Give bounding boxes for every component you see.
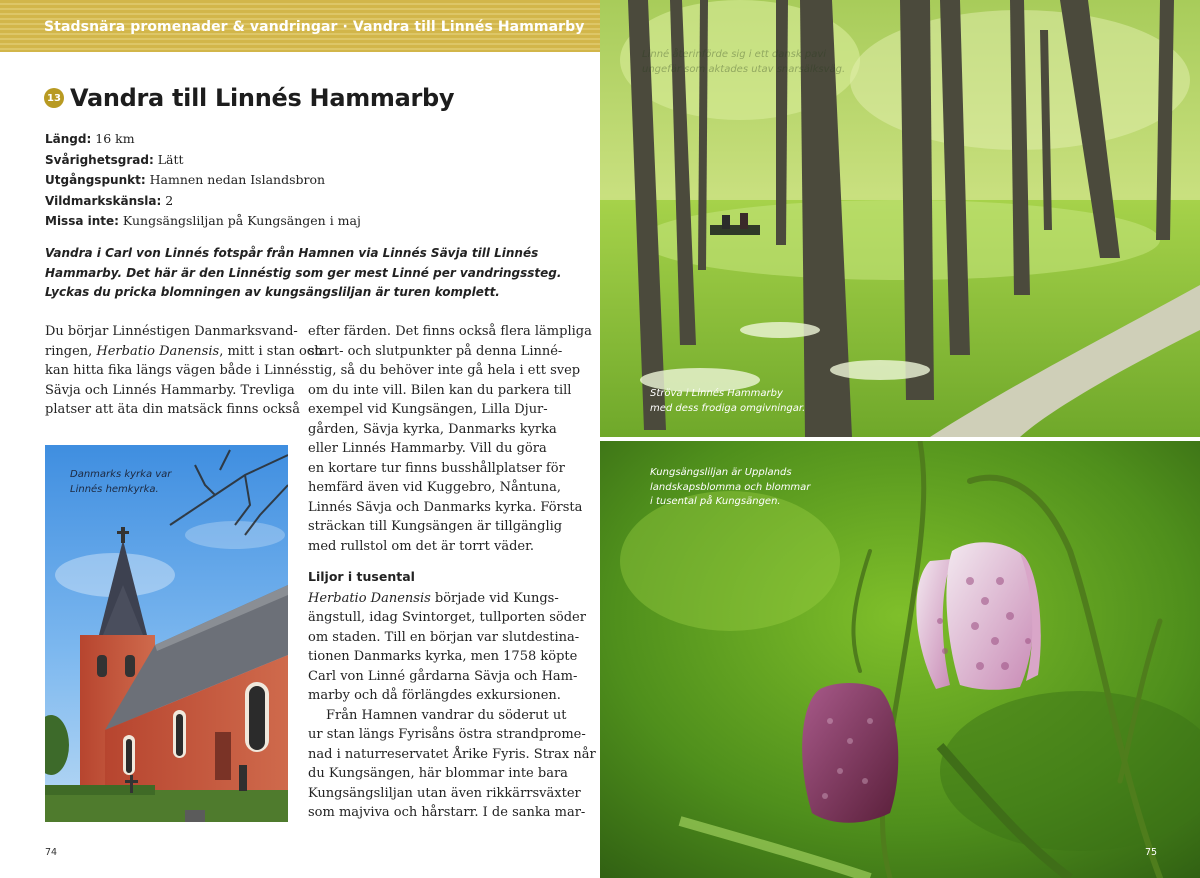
body-line: Linnés Sävja och Danmarks kyrka. Första xyxy=(308,499,583,515)
body-line: Kungsängsliljan utan även rikkärrsväxter xyxy=(308,785,581,801)
body-line: med rullstol om det är torrt väder. xyxy=(308,538,535,554)
body-line: ängstull, idag Svintorget, tullporten söder xyxy=(308,610,586,625)
body-line: ur stan längs Fyrisåns östra strandprome- xyxy=(308,727,586,742)
body-line: start- och slutpunkter på denna Linné- xyxy=(308,343,563,359)
forest-caption xyxy=(650,387,805,416)
faint-line: ungefär som aktades utav snarsälksväg. xyxy=(642,63,846,75)
faint-line: Linné återinförde sig i ett dansk pavi xyxy=(642,49,827,60)
intro-line: Lyckas du pricka blomningen av kungsängsliljan är turen komplett. xyxy=(45,285,500,299)
body-line: hemfärd även vid Kuggebro, Nåntuna, xyxy=(308,480,561,495)
caption-line: Kungsängsliljan är Upplands xyxy=(650,467,792,478)
fact-label: Missa inte: xyxy=(45,214,119,228)
latin-term: Herbatio Danensis xyxy=(96,343,220,359)
body-line: Carl von Linné gårdarna Sävja och Ham- xyxy=(308,668,578,684)
body-line: platser att äta din matsäck finns också xyxy=(45,402,300,417)
title-row xyxy=(44,84,454,112)
body-line xyxy=(308,589,559,609)
body-line: Från Hamnen vandrar du söderut ut xyxy=(326,707,567,723)
fact-value: Lätt xyxy=(153,151,184,167)
caption-line: med dess frodiga omgivningar. xyxy=(650,402,806,414)
flower-photo xyxy=(600,441,1200,878)
body-line: Sävja och Linnés Hammarby. Trevliga xyxy=(45,382,295,398)
forest-photo xyxy=(600,0,1200,437)
faint-overlay-text xyxy=(642,48,845,77)
fact-label: Utgångspunkt: xyxy=(45,173,146,187)
body-line: eller Linnés Hammarby. Vill du göra xyxy=(308,441,547,456)
intro-paragraph xyxy=(45,244,565,303)
body-line: efter färden. Det finns också flera lämpliga xyxy=(308,324,592,339)
fact-wilderness xyxy=(45,191,361,212)
body-line: marby och då förlängdes exkursionen. xyxy=(308,688,561,703)
route-facts xyxy=(45,129,361,232)
body-line: sträckan till Kungsängen är tillgänglig xyxy=(308,519,563,534)
intro-line: Vandra i Carl von Linnés fotspår från Hamnen via Linnés Sävja till Linnés xyxy=(45,246,539,260)
page-number-left: 74 xyxy=(45,847,58,858)
church-illustration xyxy=(45,445,288,822)
body-column-right xyxy=(308,322,596,823)
caption-line: i tusental på Kungsängen. xyxy=(650,496,781,507)
page-number-right: 75 xyxy=(1145,847,1158,858)
caption-line: Linnés hemkyrka. xyxy=(70,483,159,495)
text-run: , mitt i stan och xyxy=(219,343,323,359)
body-line: Du börjar Linnéstigen Danmarksvand- xyxy=(45,324,298,339)
caption-line: Danmarks kyrka var xyxy=(70,469,172,480)
body-column-left xyxy=(45,322,323,420)
fact-label: Svårighetsgrad: xyxy=(45,152,154,167)
fact-start-point xyxy=(45,170,361,191)
text-run: började vid Kungs- xyxy=(430,590,559,606)
body-line: om du inte vill. Bilen kan du parkera till xyxy=(308,382,572,398)
latin-term: Herbatio Danensis xyxy=(308,590,431,606)
page-title: Vandra till Linnés Hammarby xyxy=(70,84,455,112)
fact-label: Vildmarkskänsla: xyxy=(45,193,162,208)
caption-line: Ströva i Linnés Hammarby xyxy=(650,388,783,399)
fact-difficulty xyxy=(45,150,361,171)
section-heading: Liljor i tusental xyxy=(308,569,415,584)
fact-value: 2 xyxy=(161,192,174,208)
fact-value: 16 km xyxy=(91,131,135,146)
running-title: Stadsnära promenader & vandringar · Vandra till Linnés Hammarby xyxy=(44,19,585,35)
body-line: om staden. Till en början var slutdestina- xyxy=(308,629,580,645)
text-run: ringen, xyxy=(45,343,97,359)
church-photo xyxy=(45,445,288,822)
fact-length xyxy=(45,129,361,150)
fact-value: Hamnen nedan Islandsbron xyxy=(145,172,326,187)
flower-caption xyxy=(650,466,810,510)
body-line: du Kungsängen, här blommar inte bara xyxy=(308,766,568,781)
church-caption xyxy=(70,468,171,497)
body-line xyxy=(45,342,323,362)
running-header xyxy=(0,0,600,52)
right-page xyxy=(600,0,1200,878)
body-line: tionen Danmarks kyrka, men 1758 köpte xyxy=(308,649,578,664)
body-line: exempel vid Kungsängen, Lilla Djur- xyxy=(308,402,548,417)
fact-dont-miss xyxy=(45,211,361,232)
caption-line: landskapsblomma och blommar xyxy=(650,481,811,493)
body-line: gården, Sävja kyrka, Danmarks kyrka xyxy=(308,421,557,437)
fact-value: Kungsängsliljan på Kungsängen i maj xyxy=(118,213,361,228)
body-line: en kortare tur finns busshållplatser för xyxy=(308,460,565,476)
body-line: stig, så du behöver inte gå hela i ett svep xyxy=(308,363,581,378)
route-number-badge: 13 xyxy=(44,88,64,108)
intro-line: Hammarby. Det här är den Linnéstig som ger mest Linné per vandringssteg. xyxy=(45,265,562,280)
body-line: kan hitta fika längs vägen både i Linnés xyxy=(45,363,308,378)
body-line: som majviva och hårstarr. I de sanka mar- xyxy=(308,805,586,820)
fact-label: Längd: xyxy=(45,132,92,146)
body-line: nad i naturreservatet Årike Fyris. Strax når xyxy=(308,746,596,762)
